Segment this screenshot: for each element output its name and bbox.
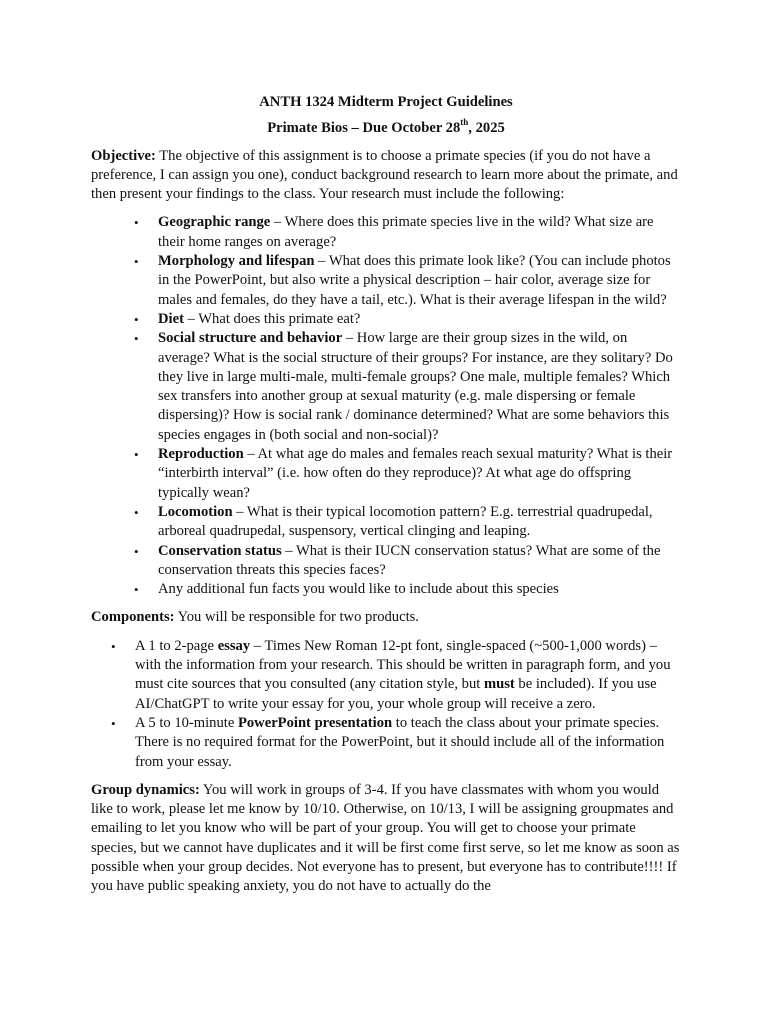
list-item-label: Social structure and behavior: [158, 330, 343, 347]
components-label: Components:: [91, 609, 175, 626]
essay-text-pre: A 1 to 2-page: [135, 637, 218, 654]
list-item: [134, 503, 681, 542]
bullet-icon: •: [134, 311, 139, 327]
list-item-text: – How large are their group sizes in the wild, on average? What is the social structure of their groups? For instance, are they solitary? Do they live in large multi-male, multi-female groups? One male, multiple females? Which sex transfers into another group at sexual maturity (e.g. male dispersing or female dispersing)? How is social rank / dominance determined? What are some behaviors this species engages in (both social and non-social)?: [158, 330, 673, 443]
list-item: [134, 329, 681, 445]
objective-text: The objective of this assignment is to choose a primate species (if you do not have a preference, I can assign you one), conduct background research to learn more about the primate, and then present your findings to the class. Your research must include the following:: [91, 147, 678, 203]
bullet-icon: •: [111, 715, 116, 731]
list-item-essay: [111, 637, 681, 714]
list-item: [134, 445, 681, 503]
presentation-text-post: to teach the class about your primate species. There is no required format for the PowerPoint, but it should include all of the information from your essay.: [135, 714, 665, 770]
list-item-label: Conservation status: [158, 542, 282, 559]
group-dynamics-paragraph: [91, 781, 681, 897]
essay-keyword: essay: [217, 637, 251, 654]
group-dynamics-text: You will work in groups of 3-4. If you have classmates with whom you would like to work, please let me know by 10/10. Otherwise, on 10/13, I will be assigning groupmates and emailing to let you know who will be part of your group. You will get to choose your primate species, but we cannot have duplicates and it will be first come first serve, so let me know as soon as possible when your group decides. Not everyone has to present, but everyone has to contribute!!!! If you have public speaking anxiety, you do not have to actually do the: [91, 781, 680, 895]
bullet-icon: •: [134, 331, 139, 347]
objective-paragraph: [91, 147, 681, 205]
objective-label: Objective:: [91, 147, 156, 164]
essay-text-post: be included). If you use AI/ChatGPT to write your essay for you, your whole group will receive a zero.: [135, 676, 657, 712]
bullet-icon: •: [134, 215, 139, 231]
list-item-text: – At what age do males and females reach sexual maturity? What is their “interbirth interval” (i.e. how often do they reproduce)? At what age do offspring typically wean?: [158, 446, 673, 501]
list-item-label: Geographic range: [158, 214, 271, 231]
list-item: [134, 580, 681, 599]
list-item-label: Locomotion: [158, 503, 233, 520]
research-requirements-list: [134, 213, 681, 599]
list-item-label: Diet: [158, 310, 184, 327]
list-item-text: – What does this primate eat?: [183, 310, 361, 327]
list-item: [134, 542, 681, 581]
subtitle-text: Primate Bios – Due October 28: [267, 120, 461, 137]
list-item-text: – What is their typical locomotion pattern? E.g. terrestrial quadrupedal, arboreal quadrupedal, suspensory, vertical clinging and leaping.: [158, 503, 653, 540]
list-item-text: – What is their IUCN conservation status? What are some of the conservation threats this species faces?: [158, 542, 661, 578]
list-item-label: Reproduction: [158, 446, 244, 463]
document-title: ANTH 1324 Midterm Project Guidelines: [259, 94, 513, 110]
list-item: [134, 252, 681, 310]
presentation-text-pre: A 5 to 10-minute: [135, 714, 238, 731]
bullet-icon: •: [134, 447, 139, 463]
document-subtitle: [91, 119, 681, 138]
list-item-label: Morphology and lifespan: [158, 253, 315, 270]
list-item-text: – What does this primate look like? (You can include photos in the PowerPoint, but also write a physical description – hair color, average size for males and females, do they have a tail, etc.). What is their average lifespan in the wild?: [158, 253, 671, 308]
list-item-text: – Where does this primate species live in the wild? What size are their home ranges on average?: [158, 214, 654, 250]
bullet-icon: •: [134, 582, 139, 598]
subtitle-year: , 2025: [468, 120, 505, 137]
document-body: [91, 93, 681, 906]
bullet-icon: •: [134, 504, 139, 520]
essay-text-mid: – Times New Roman 12-pt font, single-spaced (~500-1,000 words) – with the information from your research. This should be written in paragraph form, and you must cite sources that you consulted (any citation style, but: [135, 637, 671, 693]
list-item-presentation: [111, 714, 681, 772]
components-list: [111, 637, 681, 772]
bullet-icon: •: [111, 638, 116, 654]
components-text: You will be responsible for two products.: [174, 609, 419, 626]
components-paragraph: [91, 608, 681, 627]
bullet-icon: •: [134, 254, 139, 270]
presentation-keyword: PowerPoint presentation: [237, 714, 393, 731]
list-item: [134, 310, 681, 329]
list-item-text: Any additional fun facts you would like to include about this species: [158, 581, 559, 598]
list-item: [134, 213, 681, 252]
essay-keyword-must: must: [483, 676, 515, 693]
group-dynamics-label: Group dynamics:: [91, 781, 200, 798]
bullet-icon: •: [134, 543, 139, 559]
subtitle-superscript: th: [460, 117, 469, 128]
